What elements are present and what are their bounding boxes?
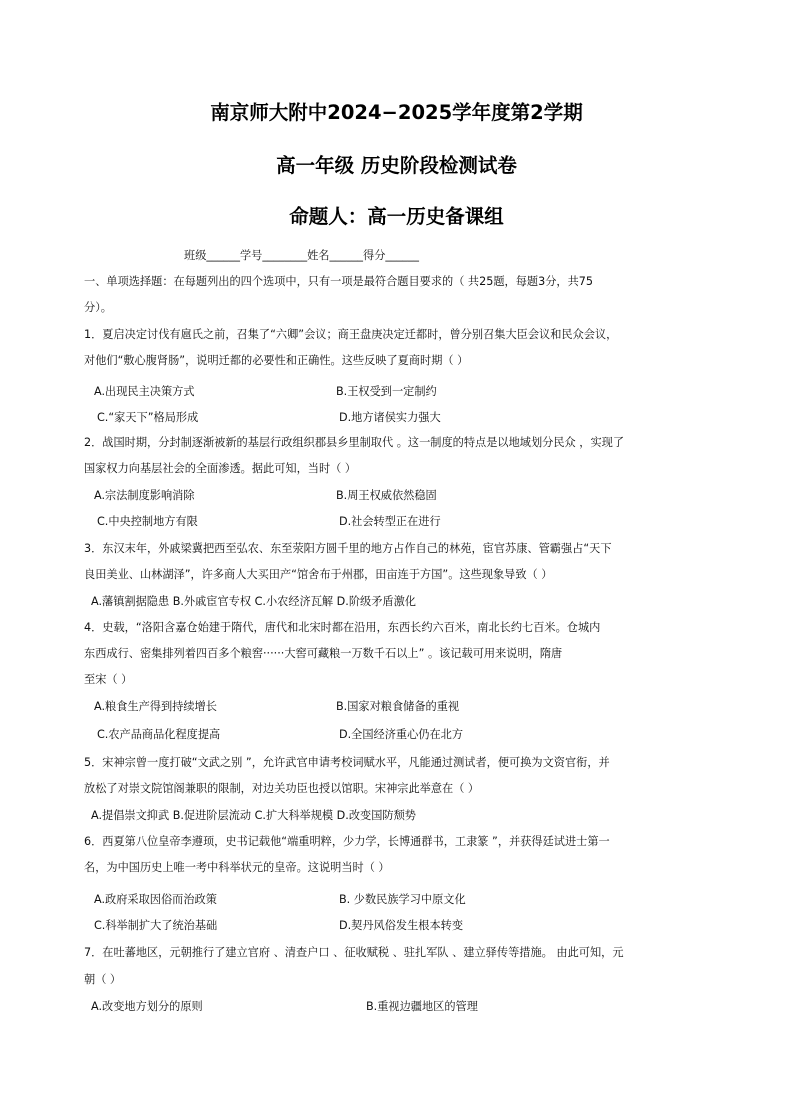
question-text-line: 4．史载，“洛阳含嘉仓始建于隋代，唐代和北宋时都在沿用，东西长约六百米，南北长约七百米。仓城内 [84, 621, 601, 634]
option-c: C.中央控制地方有限 [97, 515, 198, 528]
option-b: B.重视边疆地区的管理 [366, 1000, 478, 1013]
option-b: B.国家对粮食储备的重视 [336, 700, 460, 713]
option-d: D.地方诸侯实力强大 [339, 411, 441, 424]
question-text-line: 朝（ ） [84, 973, 122, 986]
options-row: A.藩镇割据隐患 B.外戚宦官专权 C.小农经济瓦解 D.阶级矛盾激化 [91, 595, 416, 608]
question-text-line: 2．战国时期，分封制逐渐被新的基层行政组织郡县乡里制取代 。这一制度的特点是以地域划分民众 ，实现了 [84, 436, 625, 449]
question-text-line: 1．夏启决定讨伐有扈氏之前，召集了“六卿”会议；商王盘庚决定迁都时，曾分别召集大臣会议和民众会议， [84, 328, 618, 341]
question-text-line: 东西成行、密集排列着四百多个粮窖······大窖可藏粮一万数千石以上” 。该记载可用来说明，隋唐 [84, 647, 563, 660]
author-line: 命题人：高一历史备课组 [289, 205, 504, 228]
question-text-line: 国家权力向基层社会的全面渗透。据此可知，当时（ ） [84, 462, 357, 475]
option-a: A.政府采取因俗而治政策 [94, 893, 217, 906]
student-info-line: 班级______学号________姓名______得分______ [184, 249, 419, 262]
question-text-line: 名，为中国历史上唯一考中科举状元的皇帝。这说明当时（ ） [84, 861, 390, 874]
options-row: A.提倡崇文抑武 B.促进阶层流动 C.扩大科举规模 D.改变国防颓势 [91, 809, 416, 822]
question-text-line: 至宋（ ） [84, 673, 133, 686]
option-b: B.周王权威依然稳固 [336, 489, 437, 502]
exam-title: 高一年级 历史阶段检测试卷 [276, 154, 517, 177]
option-a: A.出现民主决策方式 [94, 385, 195, 398]
option-c: C.农产品商品化程度提高 [97, 728, 221, 741]
section-text-line: 分）。 [84, 301, 112, 314]
question-text-line: 放松了对崇文院馆阁兼职的限制，对边关功臣也授以馆职。宋神宗此举意在（ ） [84, 782, 480, 795]
option-c: C.科举制扩大了统治基础 [94, 919, 218, 932]
question-text-line: 6．西夏第八位皇帝李遵顼，史书记载他“端重明粹，少力学，长博通群书，工隶篆 ”，并获得廷试进士第一 [84, 835, 610, 848]
option-d: D.全国经济重心仍在北方 [339, 728, 464, 741]
option-a: A.粮食生产得到持续增长 [94, 700, 217, 713]
option-b: B. 少数民族学习中原文化 [339, 893, 466, 906]
question-text-line: 3．东汉末年，外戚梁冀把西至弘农、东至荥阳方圆千里的地方占作自己的林苑，宦官苏康、管霸强占“天下 [84, 542, 612, 555]
option-c: C.“家天下”格局形成 [97, 411, 199, 424]
option-b: B.王权受到一定制约 [336, 385, 437, 398]
option-a: A.宗法制度影响消除 [94, 489, 195, 502]
option-a: A.改变地方划分的原则 [91, 1000, 203, 1013]
option-d: D.社会转型正在进行 [339, 515, 441, 528]
question-text-line: 对他们“敷心腹肾肠”，说明迁都的必要性和正确性。这些反映了夏商时期（ ） [84, 354, 469, 367]
question-text-line: 良田美业、山林湖泽”，许多商人大买田产“馆舍布于州郡，田亩连于方国”。这些现象导致（ ） [84, 568, 553, 581]
question-text-line: 7．在吐蕃地区，元朝推行了建立官府 、清查户口 、征收赋税 、驻扎军队 、建立驿传等措施。 由此可知，元 [84, 946, 624, 959]
school-term-title: 南京师大附中2024−2025学年度第2学期 [210, 101, 583, 124]
section-text-line: 一、单项选择题：在每题列出的四个选项中，只有一项是最符合题目要求的（ 共25题，每题3分，共75 [84, 275, 594, 288]
question-text-line: 5．宋神宗曾一度打破“文武之别 ”，允许武官申请考校词赋水平，凡能通过测试者，便可换为文资官衔，并 [84, 756, 610, 769]
option-d: D.契丹风俗发生根本转变 [339, 919, 464, 932]
